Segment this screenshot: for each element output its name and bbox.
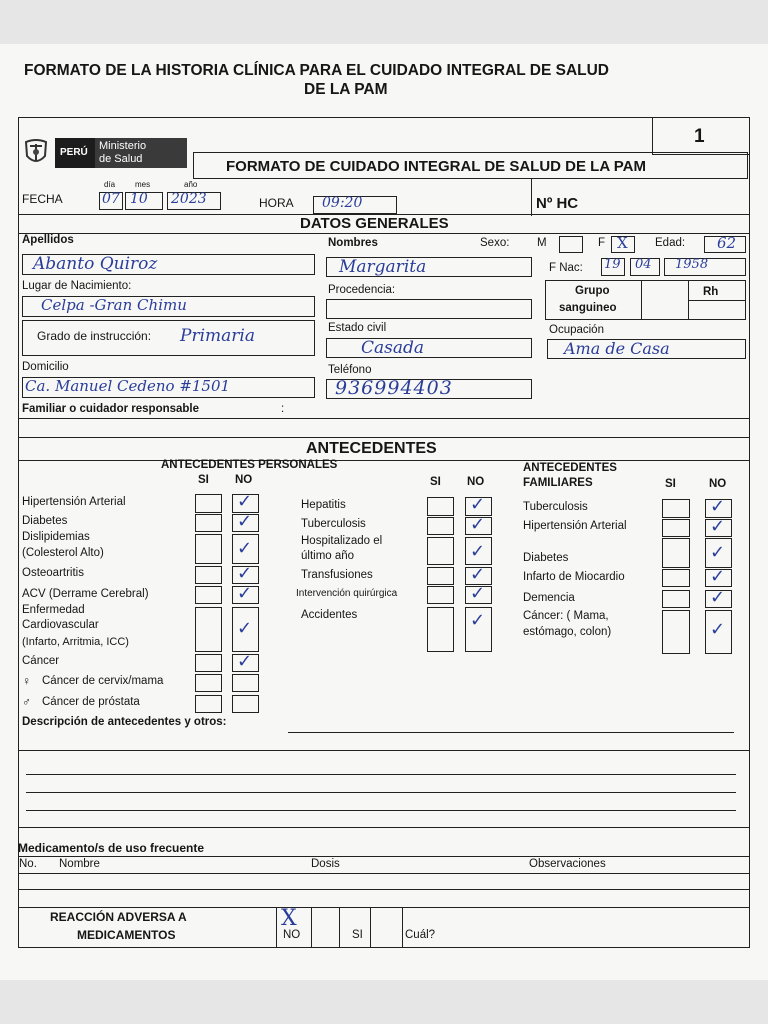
procedencia-label: Procedencia: — [328, 284, 396, 296]
tuberculosis-familiar-no-checkbox[interactable]: ✓ — [705, 499, 732, 518]
hipertension-no-checkbox[interactable]: ✓ — [232, 494, 259, 513]
hospitalizado-label: Hospitalizado el — [301, 535, 383, 547]
fnac-label: F Nac: — [549, 262, 583, 274]
fnac-dia-field[interactable]: 19 — [601, 258, 625, 276]
grado-value[interactable]: Primaria — [180, 326, 255, 346]
dislipidemias-label2: (Colesterol Alto) — [22, 547, 104, 559]
page-number: 1 — [694, 126, 705, 147]
demencia-familiar-no-checkbox[interactable]: ✓ — [705, 590, 732, 608]
cancer-familiar-label: Cáncer: ( Mama, — [523, 610, 609, 622]
cancer-familiar-label2: estómago, colon) — [523, 626, 612, 638]
col2-no-header: NO — [467, 476, 485, 488]
lugar-label: Lugar de Nacimiento: — [22, 280, 132, 292]
tuberculosis-personal-no-checkbox[interactable]: ✓ — [465, 517, 492, 535]
domicilio-label: Domicilio — [22, 361, 69, 373]
acv-label: ACV (Derrame Cerebral) — [22, 588, 149, 600]
cancer-si-checkbox[interactable] — [195, 654, 222, 672]
dislipidemias-no-checkbox[interactable]: ✓ — [232, 534, 259, 564]
female-symbol-icon: ♀ — [22, 674, 31, 688]
cancer-prostata-label: Cáncer de próstata — [42, 696, 140, 708]
cancer-cervix-label: Cáncer de cervix/mama — [42, 675, 164, 687]
form-title: FORMATO DE CUIDADO INTEGRAL DE SALUD DE LA PAM — [226, 158, 646, 175]
grupo-label-line2: sanguineo — [559, 302, 617, 314]
fnac-mes-field[interactable]: 04 — [630, 258, 660, 276]
infarto-familiar-si-checkbox[interactable] — [662, 569, 690, 587]
diabetes-familiar-si-checkbox[interactable] — [662, 538, 690, 568]
diabetes-si-checkbox[interactable] — [195, 514, 222, 532]
osteoartritis-no-checkbox[interactable]: ✓ — [232, 566, 259, 584]
familiar-field[interactable] — [290, 402, 746, 418]
reaccion-si-label: SI — [352, 929, 363, 941]
transfusiones-si-checkbox[interactable] — [427, 567, 454, 585]
hipertension-label: Hipertensión Arterial — [22, 496, 126, 508]
datos-generales-title: DATOS GENERALES — [300, 215, 449, 232]
rh-label: Rh — [703, 286, 719, 298]
personales-title: ANTECEDENTES PERSONALES — [161, 459, 338, 471]
col3-no-header: NO — [709, 478, 727, 490]
transfusiones-no-checkbox[interactable]: ✓ — [465, 567, 492, 585]
cardiovascular-si-checkbox[interactable] — [195, 607, 222, 652]
accidentes-si-checkbox[interactable] — [427, 607, 454, 652]
logo-ministerio-block — [95, 138, 187, 168]
demencia-familiar-label: Demencia — [523, 592, 575, 604]
med-no-label: No. — [19, 858, 37, 870]
osteoartritis-label: Osteoartritis — [22, 567, 84, 579]
cardiovascular-label2: Cardiovascular — [22, 619, 99, 631]
dislipidemias-label: Dislipidemias — [22, 531, 90, 543]
fecha-anio-label: año — [184, 180, 198, 189]
reaccion-label-line1: REACCIÓN ADVERSA A — [50, 910, 187, 924]
male-symbol-icon: ♂ — [22, 695, 31, 709]
logo-peru-text: PERÚ — [60, 147, 88, 158]
acv-si-checkbox[interactable] — [195, 586, 222, 604]
cancer-cervix-no-checkbox[interactable] — [232, 674, 259, 692]
hepatitis-si-checkbox[interactable] — [427, 497, 454, 516]
hora-label: HORA — [259, 196, 294, 210]
descripcion-field[interactable] — [288, 716, 734, 732]
doc-title-line2: DE LA PAM — [304, 81, 388, 98]
intervencion-label: Intervención quirúrgica — [296, 588, 398, 599]
tuberculosis-familiar-si-checkbox[interactable] — [662, 499, 690, 518]
nombres-field[interactable]: Margarita — [326, 257, 532, 277]
ocupacion-label: Ocupación — [549, 324, 604, 336]
fnac-anio-field[interactable]: 1958 — [664, 258, 746, 276]
sexo-m-label: M — [537, 237, 547, 249]
familiares-title-line1: ANTECEDENTES — [523, 462, 617, 474]
cancer-familiar-si-checkbox[interactable] — [662, 610, 690, 654]
cancer-cervix-si-checkbox[interactable] — [195, 674, 222, 692]
fecha-dia-field[interactable]: 07 — [99, 192, 123, 210]
estado-civil-label: Estado civil — [328, 322, 387, 334]
cardiovascular-label3: (Infarto, Arritmia, ICC) — [22, 636, 129, 648]
osteoartritis-si-checkbox[interactable] — [195, 566, 222, 584]
tuberculosis-familiar-label: Tuberculosis — [523, 501, 588, 513]
grupo-label-line1: Grupo — [575, 285, 610, 297]
infarto-familiar-label: Infarto de Miocardio — [523, 571, 625, 583]
reaccion-cual-label: Cuál? — [405, 929, 436, 941]
doc-title-line1: FORMATO DE LA HISTORIA CLÍNICA PARA EL CUIDADO INTEGRAL DE SALUD — [24, 62, 609, 79]
fecha-mes-field[interactable]: 10 — [125, 192, 163, 210]
fecha-dia-label: día — [104, 180, 116, 189]
diabetes-familiar-no-checkbox[interactable]: ✓ — [705, 538, 732, 568]
diabetes-familiar-label: Diabetes — [523, 552, 569, 564]
reaccion-no-label: NO — [283, 929, 301, 941]
diabetes-no-checkbox[interactable]: ✓ — [232, 514, 259, 532]
nhc-field[interactable] — [600, 192, 746, 212]
reaccion-cual-field[interactable] — [445, 910, 745, 944]
hepatitis-no-checkbox[interactable]: ✓ — [465, 497, 492, 516]
med-dosis-label: Dosis — [311, 858, 340, 870]
tuberculosis-personal-label: Tuberculosis — [301, 518, 366, 530]
logo-ministerio-line1: Ministerio — [99, 140, 147, 152]
tuberculosis-personal-si-checkbox[interactable] — [427, 517, 454, 535]
logo-ministerio-line2: de Salud — [99, 153, 143, 165]
reaccion-no-option[interactable] — [277, 908, 311, 946]
hipertension-si-checkbox[interactable] — [195, 494, 222, 513]
medicamentos-title: Medicamento/s de uso frecuente — [18, 841, 205, 855]
sexo-m-checkbox[interactable] — [559, 236, 583, 253]
ocupacion-field[interactable]: Ama de Casa — [547, 339, 746, 359]
reaccion-no-checkbox[interactable] — [312, 908, 339, 946]
familiar-label: Familiar o cuidador responsable — [22, 403, 200, 415]
apellidos-field[interactable]: Abanto Quiroz — [22, 254, 315, 275]
col1-no-header: NO — [235, 474, 253, 486]
telefono-label: Teléfono — [328, 364, 372, 376]
edad-label: Edad: — [655, 237, 686, 249]
fecha-mes-label: mes — [135, 180, 151, 189]
hospitalizado-no-checkbox[interactable]: ✓ — [465, 537, 492, 565]
intervencion-no-checkbox[interactable]: ✓ — [465, 586, 492, 604]
nhc-label: Nº HC — [536, 195, 579, 212]
fecha-anio-field[interactable]: 2023 — [167, 192, 221, 210]
hipertension-familiar-si-checkbox[interactable] — [662, 519, 690, 537]
procedencia-field[interactable] — [326, 299, 532, 319]
sexo-f-label: F — [598, 237, 606, 249]
acv-no-checkbox[interactable]: ✓ — [232, 586, 259, 604]
accidentes-label: Accidentes — [301, 609, 358, 621]
sexo-label: Sexo: — [480, 237, 510, 249]
hipertension-familiar-no-checkbox[interactable]: ✓ — [705, 519, 732, 537]
diabetes-label: Diabetes — [22, 515, 68, 527]
logo-peru-block — [55, 138, 95, 168]
hepatitis-label: Hepatitis — [301, 499, 346, 511]
familiar-colon: : — [281, 403, 285, 415]
sexo-f-checkbox[interactable]: X — [611, 236, 635, 253]
descripcion-label: Descripción de antecedentes y otros: — [22, 716, 227, 728]
cancer-familiar-no-checkbox[interactable]: ✓ — [705, 610, 732, 654]
cancer-prostata-no-checkbox[interactable] — [232, 695, 259, 713]
apellidos-label: Apellidos — [22, 234, 74, 246]
edad-field[interactable]: 62 — [704, 236, 746, 253]
cancer-prostata-si-checkbox[interactable] — [195, 695, 222, 713]
demencia-familiar-si-checkbox[interactable] — [662, 590, 690, 608]
intervencion-si-checkbox[interactable] — [427, 586, 454, 604]
col1-si-header: SI — [198, 474, 209, 486]
cancer-label: Cáncer — [22, 655, 60, 667]
accidentes-no-checkbox[interactable]: ✓ — [465, 607, 492, 652]
familiares-title-line2: FAMILIARES — [523, 477, 593, 489]
hospitalizado-label2: último año — [301, 550, 355, 562]
nombres-label: Nombres — [328, 237, 378, 249]
cardiovascular-label: Enfermedad — [22, 604, 85, 616]
peru-coat-of-arms-icon — [22, 138, 50, 168]
cardiovascular-no-checkbox[interactable]: ✓ — [232, 607, 259, 652]
cancer-no-checkbox[interactable]: ✓ — [232, 654, 259, 672]
lugar-field[interactable]: Celpa -Gran Chimu — [22, 296, 315, 317]
domicilio-field[interactable]: Ca. Manuel Cedeno #1501 — [22, 377, 315, 398]
infarto-familiar-no-checkbox[interactable]: ✓ — [705, 569, 732, 587]
hospitalizado-si-checkbox[interactable] — [427, 537, 454, 565]
col2-si-header: SI — [430, 476, 441, 488]
reaccion-no-mark: X — [281, 906, 297, 931]
transfusiones-label: Transfusiones — [301, 569, 373, 581]
reaccion-si-checkbox[interactable] — [371, 908, 402, 946]
estado-civil-field[interactable]: Casada — [326, 338, 532, 358]
form-frame — [18, 117, 750, 948]
form-sheet — [0, 44, 768, 980]
med-observaciones-label: Observaciones — [529, 858, 606, 870]
col3-si-header: SI — [665, 478, 676, 490]
hipertension-familiar-label: Hipertensión Arterial — [523, 520, 627, 532]
fecha-label: FECHA — [22, 192, 63, 206]
hora-field[interactable]: 09:20 — [313, 196, 397, 214]
dislipidemias-si-checkbox[interactable] — [195, 534, 222, 564]
grado-label: Grado de instrucción: — [37, 329, 152, 343]
med-nombre-label: Nombre — [59, 858, 100, 870]
antecedentes-title: ANTECEDENTES — [306, 440, 437, 457]
reaccion-label-line2: MEDICAMENTOS — [77, 928, 176, 942]
telefono-field[interactable]: 936994403 — [326, 379, 532, 399]
